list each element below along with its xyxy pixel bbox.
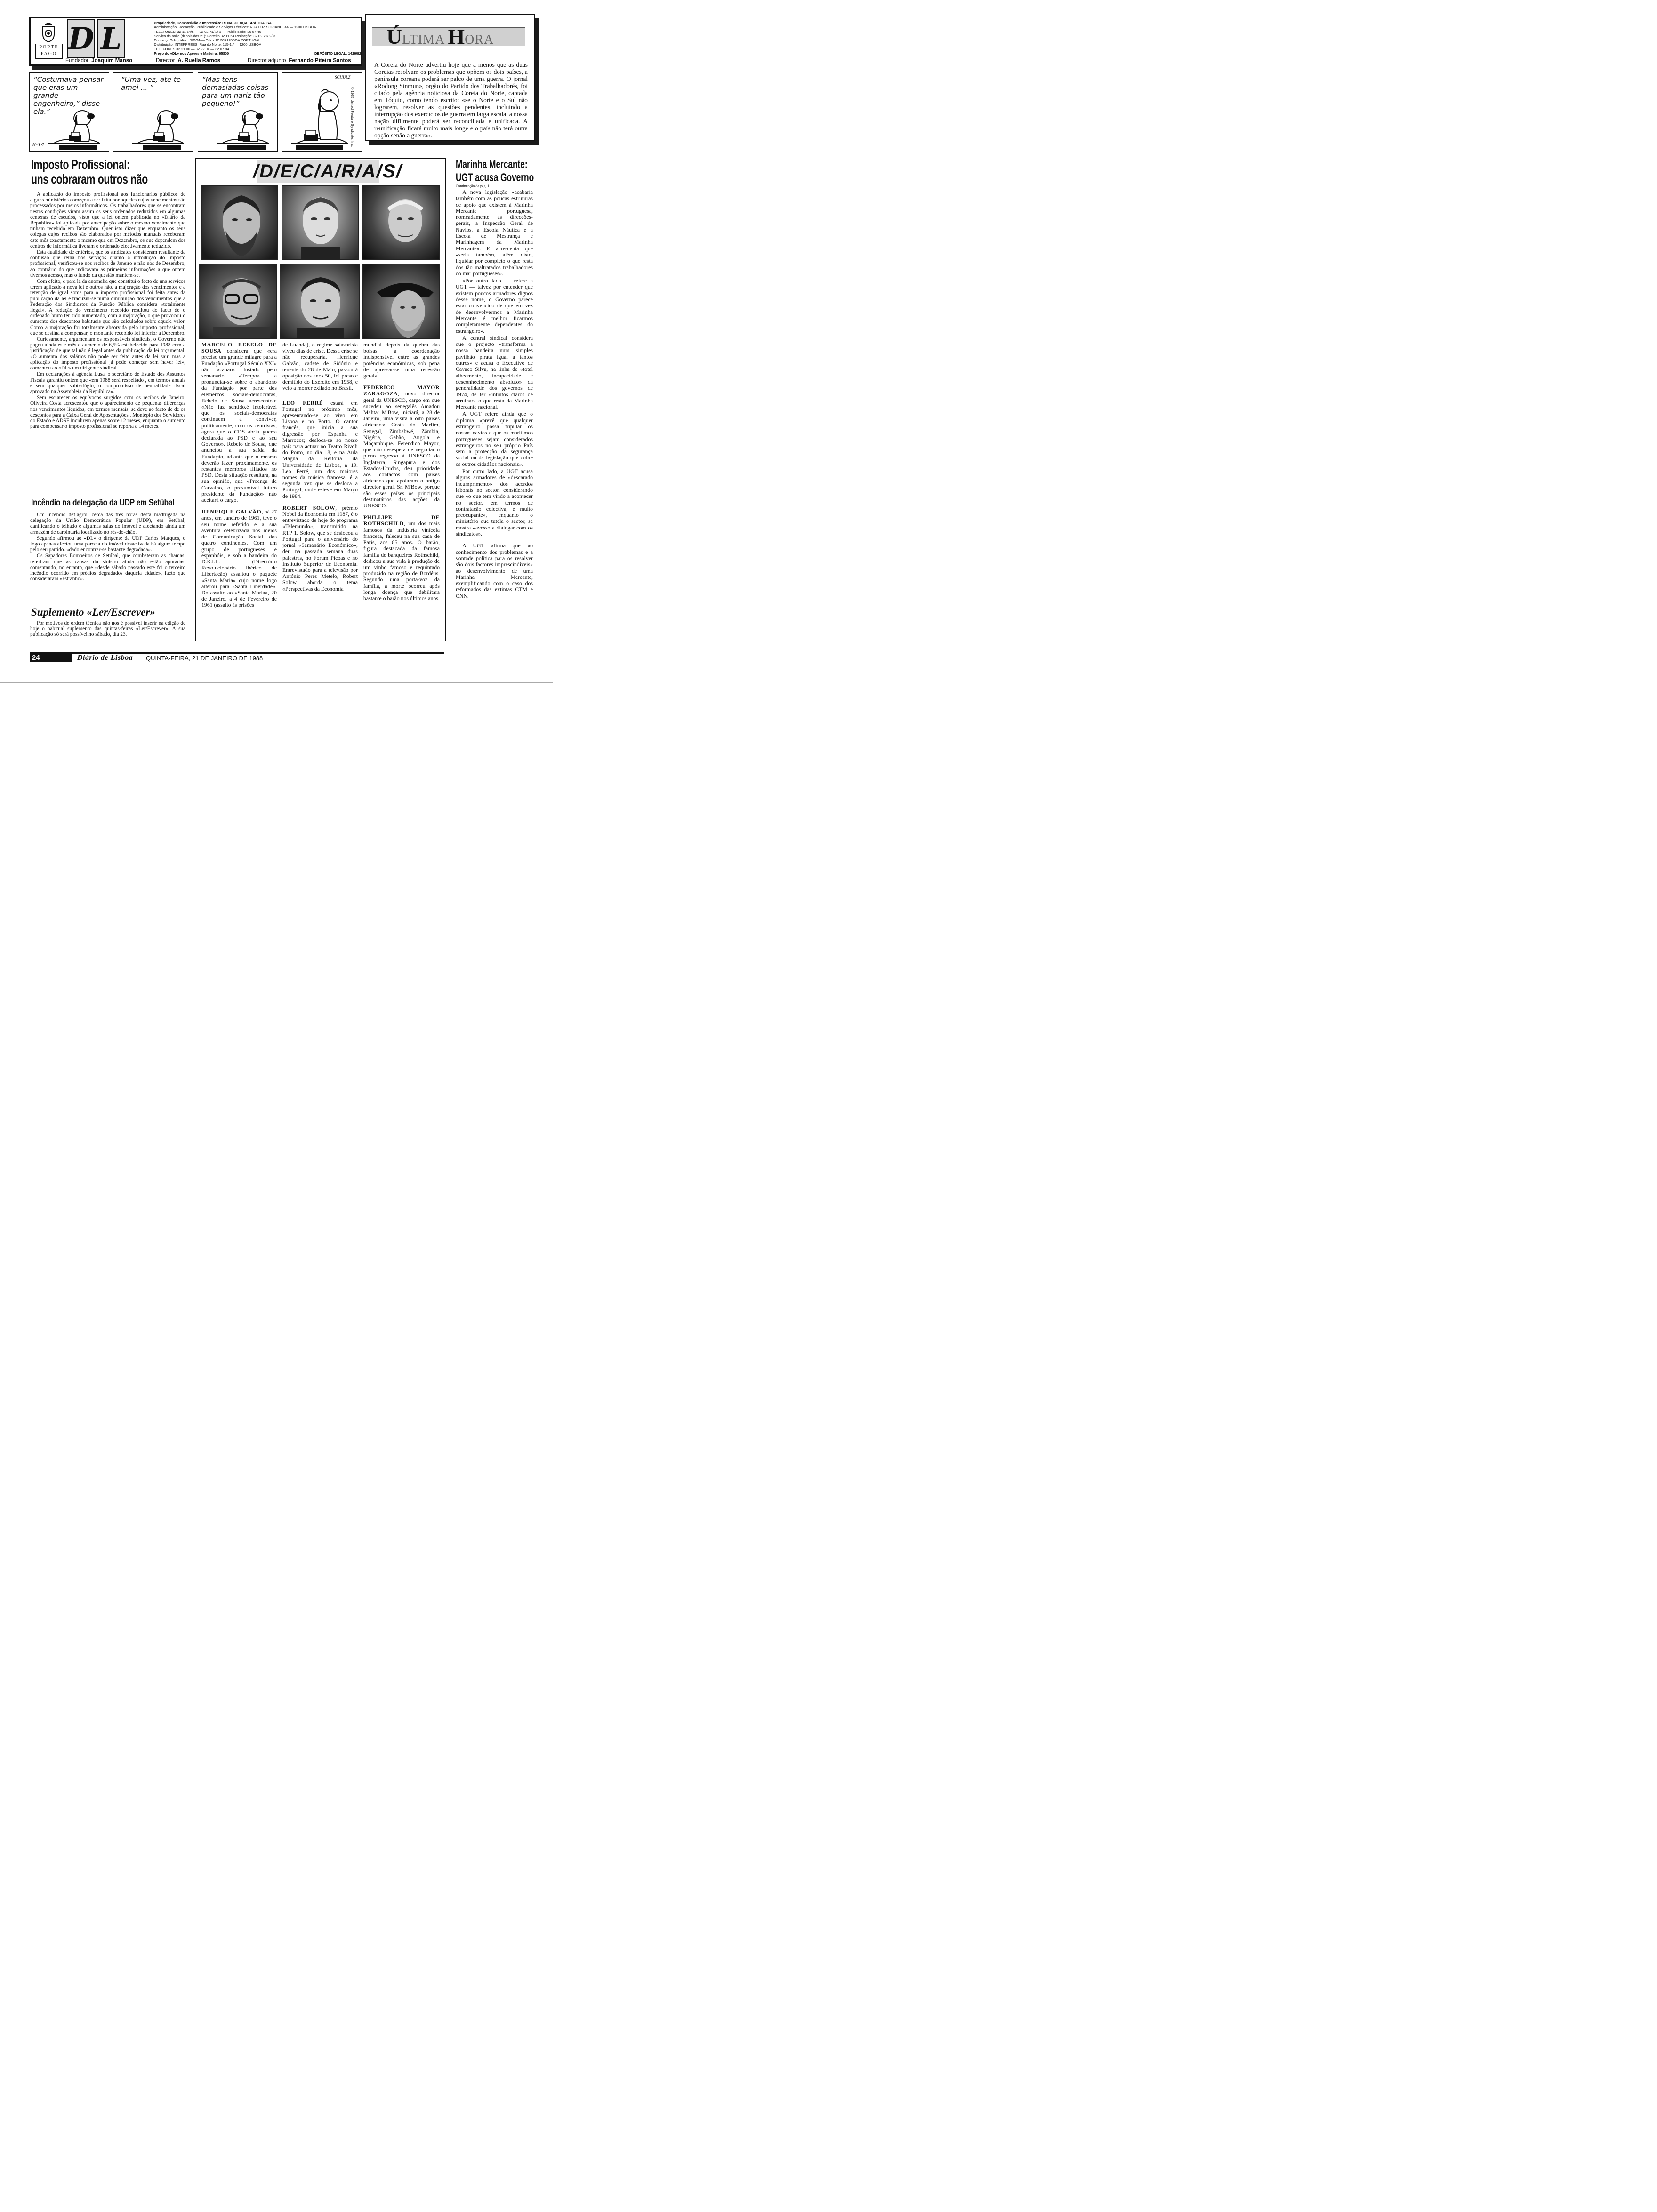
comic-bubble-2: “Uma vez, ate te amei ... ”	[121, 75, 181, 92]
info-line: Serviço da noite (depois das 21): Porteiro 32 11 54 Redacção: 32 02 71/ 2/ 3	[154, 33, 275, 38]
paragraph: Os Sapadores Bombeiros de Setúbal, que combateram as chamas, referiram que as causas do sinistro ainda não estão apuradas, comentando, no entanto, que «desde sábado passado este foi o terceiro incêndio ocorrido em prédios degradados daquela cidade», facto que consideraram «estranho».	[30, 553, 185, 582]
info-line: Administração, Redacção, Publicidade e Serviços Técnicos: RUA LUZ SORIANO, 44 — 1200 LISBOA	[154, 25, 316, 30]
portrait-photo	[362, 264, 440, 339]
paragraph: Por outro lado, a UGT acusa alguns armadores de «descarado incumprimento» dos acordos laborais no sector, considerando que «o que tem vindo a acontecer no sector, em termos de contratação colectiva, é muito preocupante», enquanto o ministério que tutela o sector, se mostra «avesso a dialogar com os sindicatos».	[456, 468, 533, 537]
person-name: LEO FERRÉ	[282, 399, 323, 406]
paragraph: A nova legislação «acabaria também com as poucas estruturas de apoio que existem à Marinha Mercante portuguesa, nomeadamente as direcções-gerais, a Inspecção Geral de Navios, a Escola Náutica e a Escola de Mestrança e Marinhagem da Marinha Mercante». E acrescenta que «seria também, além disto, liquidar por completo o que resta dos tão maltratados trabalhadores do mar portugueses».	[456, 189, 533, 277]
paragraph: A central sindical considera que o projecto «transforma a nossa bandeira num simples pavilhão pirata igual a tantos outros» e acusa o Executivo de Cavaco Silva, na linha de «total alheamento, incapacidade e desconhecimento absoluto» da generalidade dos governos de 1974, de ter «intuitos claros de arruinar» o que resta da Marinha Mercante nacional.	[456, 334, 533, 410]
comic-date: 8-14	[32, 142, 44, 148]
continuation-note: Continuação da pág. 1	[456, 184, 490, 188]
founder-name: Joaquim Manso	[91, 58, 133, 64]
snoopy-drawing	[291, 87, 348, 152]
decaras-title	[245, 160, 402, 183]
deposit-label: DEPÓSITO LEGAL: 1426/82	[314, 51, 361, 56]
paragraph: A UGT afirma que «o conhecimento dos problemas e a vontade política para os resolver são dois factores imprescindíveis» ao desenvolvimento de uma Marinha Mercante, exemplificando com o caso dos reformados das extintas CTM e CNN.	[456, 542, 533, 599]
logo-d: D	[67, 19, 95, 58]
imposto-headline-2: uns cobraram outros não	[31, 172, 148, 186]
portrait-photo	[201, 185, 278, 260]
paragraph: Um incêndio deflagrou cerca das três horas desta madrugada na delegação da União Democrática Popular (UDP), em Setúbal, danificando o telhado e algumas salas do imóvel e afectando ainda um armazém de carpintaria localizado no rés-do-chão.	[30, 512, 185, 535]
decaras-title-text: /D/E/C/A/R/A/S/	[253, 161, 402, 182]
info-line: TELEFONES: 32 11 54/5 — 32 02 71/ 2/ 3 — Publicidade: 36 87 40	[154, 29, 261, 34]
decaras-item	[201, 342, 277, 503]
decaras-item	[282, 342, 358, 392]
item-text: mundial depois da quebra das bolsas: a coordenação indispensável entre as grandes potências económicas, sob pena de apressar-se uma recessão geral».	[363, 341, 440, 379]
masthead	[29, 17, 362, 66]
staff-line	[65, 58, 357, 64]
item-text: estará em Portugal no próximo mês, apresentando-se ao vivo em Lisboa e no Porto. O cantor francês, que inicia a sua digressão por Espanha e Marrocos; desloca-se ao nosso país para actuar no Teatro Rivoli do Porto, no dia 18, e na Aula Magna da Reitoria da Universidade de Lisboa, a 19. Leo Ferré, um dos maiores nomes da música francesa, é a segunda vez que se desloca a Portugal, onde esteve em Março de 1984.	[282, 399, 358, 499]
decaras-column-1	[201, 342, 277, 614]
page-number: 24	[30, 654, 72, 662]
person-name: ROBERT SOLOW	[282, 504, 336, 511]
title-h: H	[448, 24, 465, 48]
item-text: , prémio Nobel da Economia em 1987, é o entrevistado de hoje do programa «Telemundo», transmitido na RTP 1. Solow, que se deslocou a Portugal para o aniversário do jornal «Semanário Económico», deu na passada semana duas palestras, no Forum Picoas e no Instituto Superior de Economia. Entrevistado para a televisão por António Peres Metelo, Robert Solow aborda o tema «Perspectivas da Economia	[282, 504, 358, 592]
decaras-column-3	[363, 342, 440, 607]
decaras-item	[363, 385, 440, 509]
snoopy-drawing	[132, 106, 184, 152]
ultima-hora-box	[365, 14, 535, 141]
adj-label: Director adjunto	[248, 58, 286, 64]
paragraph: Esta dualidade de critérios, que os sindicatos consideram resultante da confusão que reina nos serviços quanto à introdução do imposto profissional, verificou-se nos recibos de Janeiro e não nos de Dezembro, ao contrário do que indicavam as primeiras informações a que ontem tivemos acesso, mas o fundo da questão mantem-se.	[30, 249, 185, 278]
paragraph: Segundo afirmou ao «DL» o dirigente da UDP Carlos Marques, o fogo apenas afectou uma parcela do imóvel desactivada há algum tempo pelo seu partido. «dado encontrar-se bastante degradada».	[30, 535, 185, 553]
person-name: PHILLIPE DE ROTHSCHILD	[363, 514, 440, 527]
founder-label: Fundador	[65, 58, 89, 64]
marinha-headline-2: UGT acusa Governo	[456, 171, 534, 184]
info-line: Distribuição: INTERPRESS, Rua do Norte, 115-1.º — 1200 LISBOA	[154, 42, 262, 47]
title-ltima: LTIMA	[402, 32, 445, 47]
director-name: A. Ruella Ramos	[177, 58, 221, 64]
item-text: , há 27 anos, em Janeiro de 1961, teve o seu nome referido e a sua aventura celebrizada nos meios de Comunicação Social dos quatro continentes. Com um grupo de portugueses e espanhóis, e sob a bandeira do D.R.I.L. (Directório Revolucionário Ibérico de Libertação) assaltou o paquete «Santa Maria» cujo nome logo alterou para «Santa Liberdade». Do assalto ao «Santa Maria», 20 de Janeiro, a 4 de Fevereiro de 1961 (assalto às prisões	[201, 508, 277, 609]
portrait-photo	[282, 185, 359, 260]
person-name: FEDERICO MAYOR ZARAGOZA	[363, 384, 440, 397]
marinha-headline	[456, 158, 536, 184]
comic-bubble-3: “Mas tens demasiadas coisas para um nariz tão pequeno!”	[202, 75, 269, 108]
item-text: , novo director geral da UNESCO, cargo em que sucedeu ao senegalês Amadou Mahtar M'Bow, iniciará, a 28 de Janeiro, uma visita a oito países africanos: Costa do Marfim, Senegal, Zimbabwé, Zâmbia, Nigéria, Gabão, Angola e Moçambique. Ferendico Mayor, que não desespera de negociar o pleno regresso à UNESCO da Inglaterra, Singapura e dos Estados-Unidos, deu prioridade aos contactos com países africanos que apoiaram o antigo director geral, Sr. M'Bow, porque são esses países os principais destinatários das acções da UNESCO.	[363, 390, 440, 509]
suplemento-body	[30, 620, 185, 638]
price-label: Preço do «DL» nos Açores e Madeira: 65$00	[154, 51, 229, 56]
imposto-headline-1: Imposto Profissional:	[31, 157, 130, 172]
ultima-hora-title	[372, 24, 525, 48]
portrait-photo	[199, 264, 277, 339]
person-name: HENRIQUE GALVÃO	[201, 508, 262, 515]
title-u: Ú	[386, 24, 402, 48]
paragraph: Por motivos de ordem técnica não nos é possível inserir na edição de hoje o habitual suplemento das quintas-feiras «Ler/Escrever». A sua publicação só será possível no sábado, dia 23.	[30, 620, 185, 638]
decaras-item	[201, 509, 277, 608]
decaras-item	[363, 342, 440, 379]
comic-signature: SCHULZ	[335, 75, 351, 80]
item-text: considera que «era preciso um grande milagre para a Fundação «Portugal Século XXI» não acabar». Instado pelo semanário «Tempo» a pronunciar-se sobre o abandono da Fundação por parte dos elementos sociais-democratas, Rebelo de Sousa acrescentou: «Não faz sentido,é intolerável que os sociais-democratas continuem a conviver, politicamente, com os centristas, agora que o CDS abriu guerra declarada ao PSD e ao seu Governo». Rebelo de Sousa, que anunciou a sua saída da Fundação, adianta que o mesmo deverão fazer, proximamente, os restantes membros filiados no PSD. Desta situação resultará, na sua opinião, que «Proença de Carvalho, o presumível futuro presidente da Fundação» não aceitará o cargo.	[201, 347, 277, 504]
marinha-body	[456, 189, 533, 599]
comic-panel-2	[113, 72, 193, 152]
adj-name: Fernando Piteira Santos	[289, 58, 351, 64]
paragraph: «Por outro lado — refere a UGT — talvez por entender que existem poucos armadores dignos desse nome, o Governo parece estar convencido de que em vez de desenvolvermos a Marinha Mercante é melhor ficarmos completamente dependentes do estrangeiro».	[456, 277, 533, 334]
coat-of-arms-icon	[39, 20, 58, 43]
page-bottom-edge	[0, 682, 553, 683]
item-text: , um dos mais famosos da indústria vinícola francesa, faleceu na sua casa de Paris, aos 85 anos. O barão, figura destacada da famosa família de banqueiros Rothschild, dedicou a sua vida à produção de um vinho famoso e requintado produzido na região de Bordéus. Segundo uma porta-voz da família, a morte ocorreu após longa doença que debilitara bastante o barão nos últimos anos.	[363, 520, 440, 601]
title-ora: ORA	[465, 32, 494, 47]
director-label: Director	[156, 58, 175, 64]
paragraph: Com efeito, e para lá da anomalia que constitui o facto de uns serviços terem aplicado a nova lei e outros não, a majoração dos vencimentos e a retenção de igual soma para o imposto profissional foi feita antes da publicação da lei e traduziu-se numa diminuição dos vencimentos que a Federação dos Sindicatos da Função Pública considera «totalmente ilegal». A redução do vencimeno recebido resultou do facto de o ordenado bruto ter sido aumentado, com a majoração, o que provocou o aumento dos descontos habituais que são calculados sobre aquele valor. Como a majoração foi totalmente absorvida pelo imposto profissional, que se destina a compensar, o montante recebido foi inferior a Dezembro.	[30, 279, 185, 336]
snoopy-drawing	[217, 106, 269, 152]
paragraph: Em declarações à agência Lusa, o secretário de Estado dos Assuntos Fiscais garantiu ontem que «em 1988 será respeitado , em termos anuais e sem qualquer subterfúgio, o compromisso de neutralidade fiscal aprovado na Assembleia da República».	[30, 371, 185, 394]
imposto-body	[30, 192, 185, 430]
info-line: TELEFONES 32 21 00 — 32 22 04 — 32 07 84	[154, 47, 229, 51]
item-text: de Luanda), o regime salazarista viveu dias de crise. Dessa crise se não recuperaria. Henrique Galvão, cadete de Sidónio e tenente do 28 de Maio, passou à oposição nos anos 50, foi preso e demitido do Exército em 1958, e veio a morrer exilado no Brasil.	[282, 341, 358, 392]
comic-bubble-1: “Costumava pensar que eras um grande engenheiro,” disse ela.”	[33, 75, 104, 116]
portrait-photo	[362, 185, 440, 260]
decaras-item	[282, 400, 358, 499]
footer-date: QUINTA-FEIRA, 21 DE JANEIRO DE 1988	[146, 655, 263, 662]
paragraph: Curiosamente, argumentam os responsáveis sindicais, o Governo não pagou ainda este mês o aumento de 6,5% estabelecido para 1988 com a justificação de que tal não é legal antes da publicação da lei orçamental. «O aumento dos salários não pode ser feito antes da lei sair, mas a aplicação do imposto profissional já pode começar sem haver lei», comentou ao «DL» um dirigente sindical.	[30, 337, 185, 371]
decaras-item	[282, 505, 358, 592]
comic-panel-1	[29, 72, 109, 152]
info-line: Propriedade, Composição e Impressão: RENASCENÇA GRÁFICA, SA	[154, 21, 272, 25]
marinha-headline-1: Marinha Mercante:	[456, 158, 528, 171]
pago-label: PAGO	[40, 51, 57, 56]
comic-panel-4	[282, 72, 362, 152]
porte-pago-stamp	[35, 44, 63, 59]
info-line: Endereço Telegráfico: DIBOA — Telex 12 363 LISBOA PORTUGAL	[154, 38, 261, 43]
porte-label: PORTE	[39, 45, 59, 50]
snoopy-drawing	[48, 106, 100, 152]
suplemento-headline: Suplemento «Ler/Escrever»	[31, 606, 155, 618]
paragraph: Sem esclarecer os equívocos surgidos com os recibos de Janeiro, Oliveira Costa acrescentou que o aparecimento de pequenas diferenças nos vencimentos líquidos, em termos mensais, se deve ao facto de de os descontos para a Caixa Geral de Aposentações , Montepio dos Servidores do Estado e ADSE incidirem apenas sobre 12 meses, enquanto o aumento para compensar o imposto profissional se reporta a 14 meses.	[30, 395, 185, 430]
masthead-info	[154, 21, 361, 56]
person-name: MARCELO REBELO DE SOUSA	[201, 341, 277, 354]
decaras-item	[363, 514, 440, 601]
logo-l: L	[97, 19, 125, 58]
imposto-headline	[31, 157, 191, 186]
decaras-column-2	[282, 342, 358, 598]
paragraph: A UGT refere ainda que o diploma «prevê que qualquer estrangeiro possa tripular os nossos navios e que os marítimos portugueses sejam considerados estrangeiros no seu próprio País sem a protecção da segurança social ou da legislação que cobre os outros cidadãos nacionais».	[456, 410, 533, 467]
incendio-headline: Incêndio na delegação da UDP em Setúbal	[31, 498, 175, 508]
paragraph: A aplicação do imposto profissional aos funcionários públicos de alguns ministérios começou a ser feita por aqueles cujos vencimentos são processados por meios informáticos. Os trabalhadores que se encontram nestas condições viram assim os seus ordenados reduzidos em algumas centenas de escudos, visto que a lei ontem publicada no «Diário da República» foi aplicada por antecipação sobre o mesmo vencimento que tinham recebido em Dezembro. Quer isto dizer que enquanto os seus colegas cujos recibos são elaborados por métodos manuais receberam este mês exactamente o mesmo que em Dezembro, os que dependem dos centros de informática tiveram o ordenado efectivamente reduzido.	[30, 192, 185, 249]
comic-copyright: © 1965 United Feature Syndicate, Inc.	[350, 87, 354, 147]
ultima-hora-text: A Coreia do Norte advertiu hoje que a menos que as duas Coreias resolvam os problemas que opõem os dois países, a península coreana poderá ser palco de uma guerra. O jornal «Rodong Sinmun», orgão do Partido dos Trabalhadorés, foi citado pela agência noticiosa da Coreia do Norte, captada em Tóquio, como tendo escrito: «se o Norte e o Sul não lograrem, resolver as questões pendentes, incluindo a interrupção dos exercícios de guerra em larga escala, a nossa nação difilmente poderá ser reconciliada e unificada. A reunificação ficará muito mais longe e o país não terá outra opção senão a guerra».	[374, 61, 528, 139]
comic-panel-3	[198, 72, 278, 152]
footer-paper-name: Diário de Lisboa	[77, 654, 133, 662]
portrait-photo	[280, 264, 360, 339]
incendio-body	[30, 512, 185, 582]
